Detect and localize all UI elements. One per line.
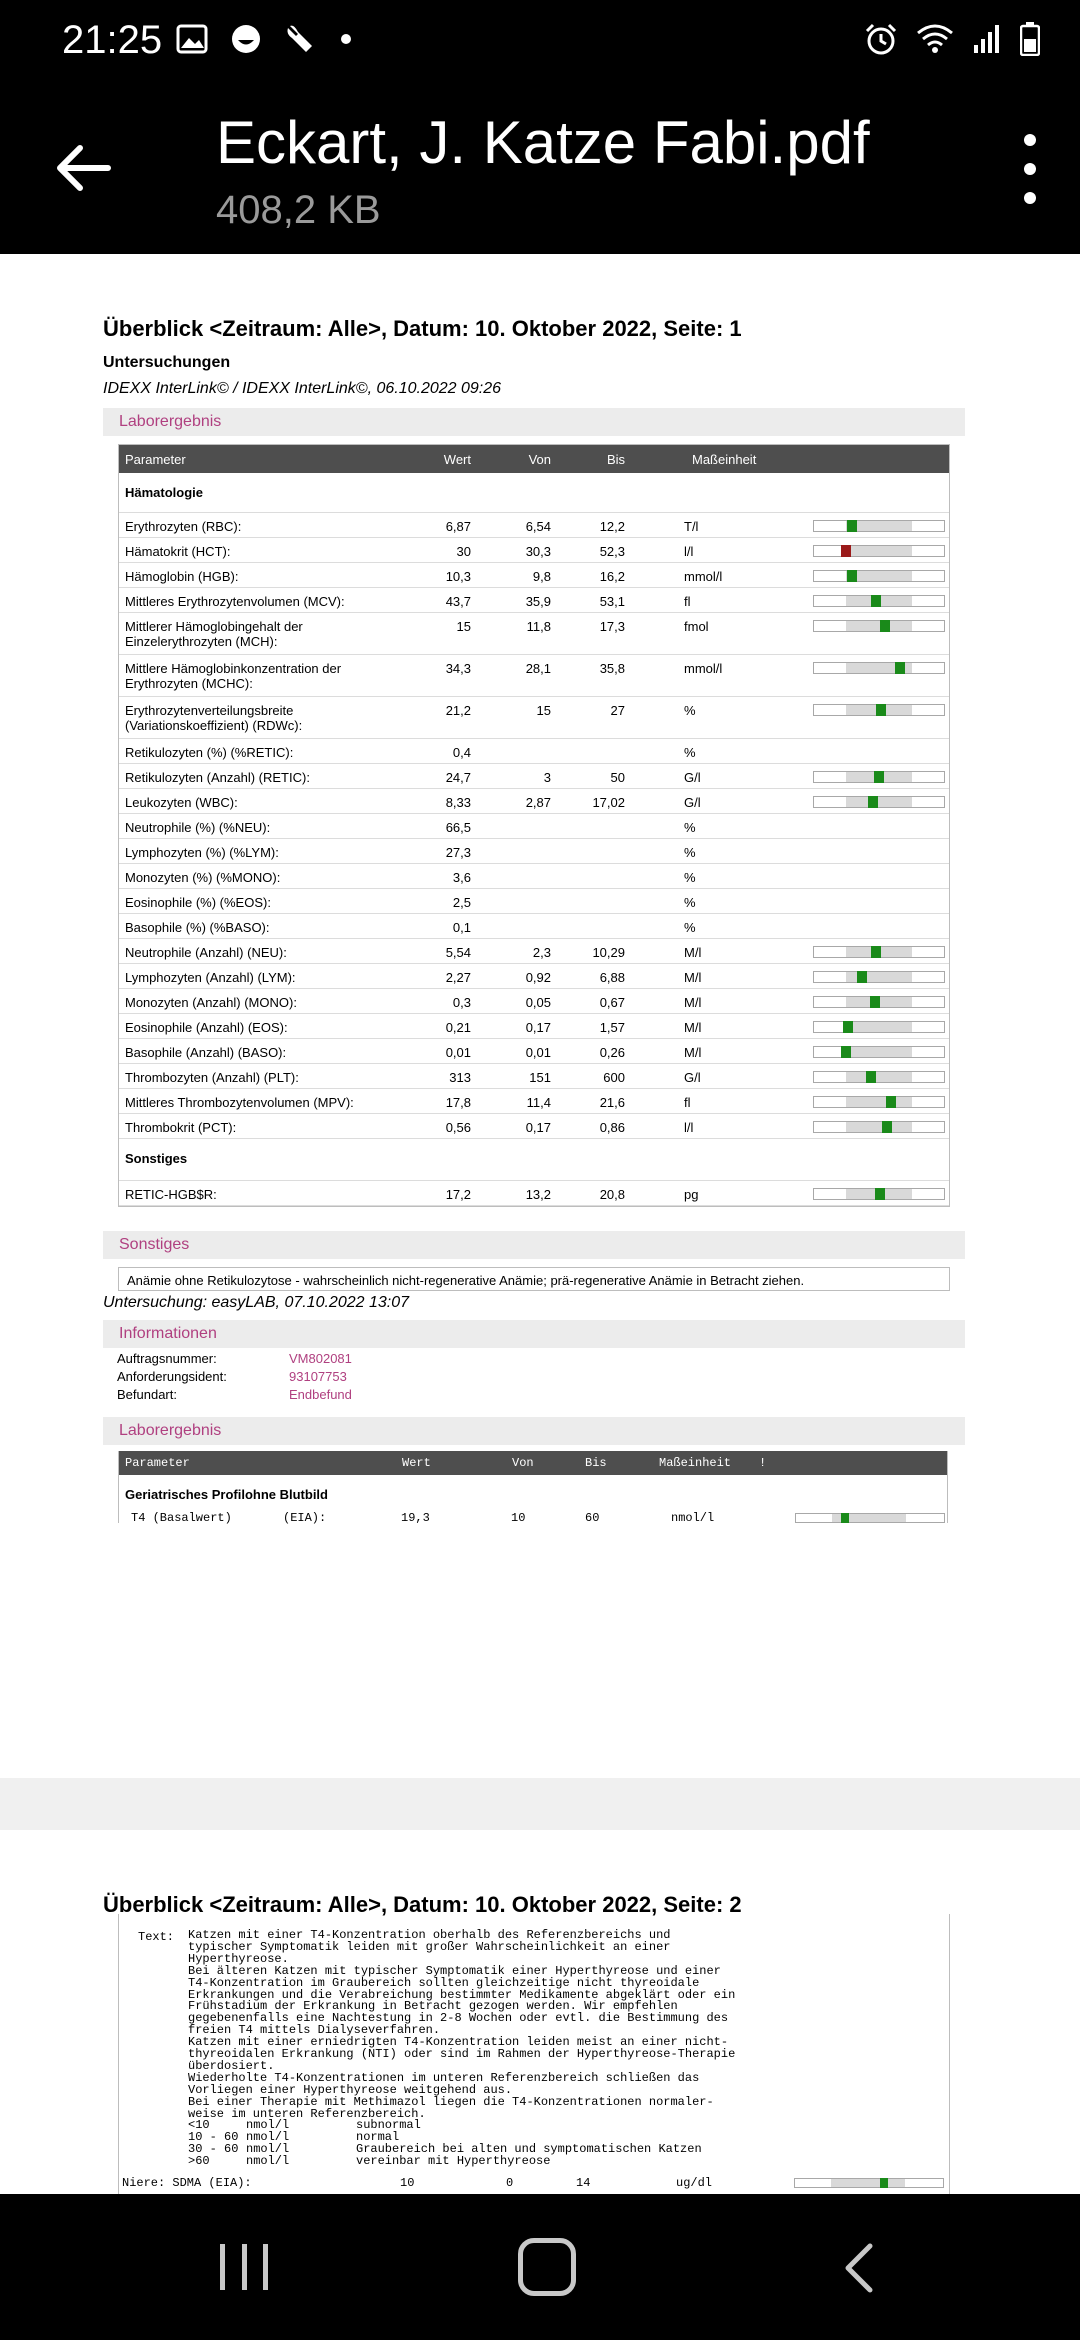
note-text: Anämie ohne Retikulozytose - wahrscheinlich nicht-regenerative Anämie; prä-regenerative Anämie in Betracht ziehen. [127, 1273, 805, 1288]
row-wert: 17,8 [445, 1095, 471, 1110]
row-bis: 17,02 [592, 795, 625, 810]
info-value: Endbefund [289, 1387, 352, 1402]
text-line: Bei einer Therapie mit Methimazol liegen die T4-Konzentrationen normaler- [188, 2094, 714, 2109]
text-line: T4-Konzentration im Graubereich sollten gleichzeitige nicht thyreoidale [188, 1975, 700, 1990]
table-row [119, 513, 949, 538]
section-label: Sonstiges [119, 1236, 190, 1253]
row-wert: 0,56 [445, 1120, 471, 1135]
row-bis: 0,26 [599, 1045, 625, 1060]
row-von: 15 [536, 703, 551, 718]
range-bar [813, 1188, 945, 1200]
range-bar [813, 520, 945, 532]
row-bis: 10,29 [592, 945, 625, 960]
row-name: Erythrozyten (RBC): [125, 519, 242, 534]
table-row [122, 2176, 948, 2190]
row-unit: T/l [684, 519, 699, 534]
range-marker [871, 595, 881, 607]
interpretation-text [188, 1930, 735, 2121]
signal-icon [972, 23, 1002, 55]
range-bar [813, 1096, 945, 1108]
range-bar [795, 1513, 945, 1523]
row-wert: 19,3 [401, 1511, 430, 1525]
range-range: 10 - 60 [188, 2129, 239, 2144]
info-value: VM802081 [289, 1351, 352, 1366]
range-marker [876, 704, 886, 716]
lab-table-2 [118, 1451, 948, 1523]
row-name: Monozyten (Anzahl) (MONO): [125, 995, 297, 1010]
row-unit: % [684, 920, 696, 935]
table-body [119, 513, 949, 1139]
range-bar [794, 2178, 944, 2188]
header-einheit: Maßeinheit [659, 1456, 732, 1470]
row-von: 0,05 [525, 995, 551, 1010]
row-wert: 3,6 [452, 870, 471, 885]
row-wert: 24,7 [445, 770, 471, 785]
row-bis: 16,2 [599, 569, 625, 584]
text-line: Hyperthyreose. [188, 1951, 289, 1966]
row-bis: 35,8 [599, 661, 625, 676]
row-unit: fmol [684, 619, 709, 634]
row-unit: mmol/l [684, 569, 723, 584]
text-line: freien T4 mittels Dialyseverfahren. [188, 2023, 441, 2038]
table-row [119, 1039, 949, 1064]
range-marker [868, 796, 878, 808]
row-von: 0,92 [525, 970, 551, 985]
table-row [119, 839, 949, 864]
table-row [119, 538, 949, 563]
range-marker [880, 2178, 888, 2188]
group-label: Sonstiges [125, 1151, 188, 1166]
row-bis: 6,88 [599, 970, 625, 985]
range-marker [874, 771, 884, 783]
system-icons [864, 22, 1040, 56]
row-bis: 21,6 [599, 1095, 625, 1110]
header-von: Von [512, 1456, 534, 1470]
row-name: Hämatokrit (HCT): [125, 544, 231, 559]
info-key: Befundart: [117, 1387, 177, 1402]
row-name: Retikulozyten (Anzahl) (RETIC): [125, 770, 310, 785]
range-marker [841, 545, 851, 557]
row-unit: fl [684, 594, 691, 609]
range-desc: subnormal [356, 2118, 421, 2132]
alarm-icon [864, 22, 898, 56]
row-von: 9,8 [532, 569, 551, 584]
range-marker [871, 946, 881, 958]
row-name: Mittleres Erythrozytenvolumen (MCV): [125, 594, 345, 609]
range-bar [813, 545, 945, 557]
table-row [119, 989, 949, 1014]
row-unit: % [684, 895, 696, 910]
row-wert: 30 [456, 544, 471, 559]
table-header [119, 1451, 947, 1475]
back-icon[interactable] [830, 2238, 890, 2298]
table-body [119, 1181, 949, 1206]
app-bar [0, 84, 1080, 254]
row-wert: 2,5 [452, 895, 471, 910]
table-header [119, 445, 949, 473]
row-unit: ug/dl [676, 2176, 713, 2190]
row-bis: 60 [585, 1511, 600, 1525]
row-von: 0 [506, 2176, 514, 2190]
text-line: Bei älteren Katzen mit typischer Symptomatik einer Hyperthyreose und einer [188, 1963, 721, 1978]
range-bar [813, 946, 945, 958]
row-name: Monozyten (%) (%MONO): [125, 870, 281, 885]
range-marker [895, 662, 905, 674]
row-name: Erythrozytenverteilungsbreite (Variationskoeffizient) (RDWc): [125, 703, 303, 733]
range-bar [813, 1046, 945, 1058]
table-row [119, 764, 949, 789]
row-name: Basophile (%) (%BASO): [125, 920, 270, 935]
navigation-bar [0, 2194, 1080, 2340]
row-name: Lymphozyten (Anzahl) (LYM): [125, 970, 296, 985]
text-label: Text: [138, 1930, 175, 1944]
notification-icons [176, 22, 352, 56]
group-header [119, 473, 949, 513]
table-row [119, 1114, 949, 1139]
row-von: 30,3 [525, 544, 551, 559]
info-value: 93107753 [289, 1369, 347, 1384]
row-unit: l/l [684, 544, 694, 559]
table-row [119, 1181, 949, 1206]
row-wert: 43,7 [445, 594, 471, 609]
row-von: 0,17 [525, 1120, 551, 1135]
row-unit: mmol/l [684, 661, 723, 676]
row-von: 151 [529, 1070, 551, 1085]
text-line: Katzen mit einer T4-Konzentration oberhalb des Referenzbereichs und [188, 1928, 671, 1942]
more-options-icon[interactable] [1010, 134, 1050, 204]
row-name: Eosinophile (Anzahl) (EOS): [125, 1020, 288, 1035]
text-line: Vorliegen einer Hyperthyreose weitgehend aus. [188, 2082, 513, 2097]
text-line: weise im unteren Referenzbereich. [188, 2106, 426, 2121]
table-row [119, 914, 949, 939]
text-line: thyreoidalen Erkrankung (NTI) oder sind im Rahmen der Hyperthyreose-Therapie [188, 2047, 736, 2062]
row-von: 2,87 [525, 795, 551, 810]
table-row [119, 789, 949, 814]
group-label: Geriatrisches Profilohne Blutbild [125, 1487, 328, 1502]
range-marker [870, 996, 880, 1008]
wrench-icon [284, 22, 318, 56]
row-unit: M/l [684, 995, 702, 1010]
range-bar [813, 595, 945, 607]
image-icon [176, 24, 208, 54]
text-line: Katzen mit einer erniedrigten T4-Konzentration leiden meist an einer nicht- [188, 2035, 729, 2050]
header-wert: Wert [443, 452, 471, 467]
range-marker [880, 620, 890, 632]
row-von: 13,2 [525, 1187, 551, 1202]
info-key: Anforderungsident: [117, 1369, 227, 1384]
document-title: Eckart, J. Katze Fabi.pdf [216, 109, 870, 176]
row-wert: 21,2 [445, 703, 471, 718]
row-von: 11,4 [526, 1095, 551, 1110]
section-header [103, 408, 965, 436]
row-name: Thrombozyten (Anzahl) (PLT): [125, 1070, 299, 1085]
row-unit: nmol/l [671, 1511, 715, 1525]
row-von: 28,1 [525, 661, 551, 676]
range-marker [847, 520, 857, 532]
range-marker [843, 1021, 853, 1033]
row-unit: G/l [684, 795, 701, 810]
status-time: 21:25 [62, 18, 163, 62]
home-icon[interactable] [518, 2238, 576, 2296]
header-flag: ! [759, 1456, 767, 1470]
section-label: Laborergebnis [119, 413, 222, 430]
row-wert: 27,3 [445, 845, 471, 860]
row-unit: % [684, 703, 696, 718]
row-name: Lymphozyten (%) (%LYM): [125, 845, 279, 860]
row-wert: 0,3 [452, 995, 471, 1010]
table-row [119, 739, 949, 764]
text-line: typischer Symptomatik leiden mit großer Wahrscheinlichkeit an einer [188, 1939, 671, 1954]
row-wert: 0,01 [445, 1045, 471, 1060]
header-von: Von [528, 452, 551, 467]
row-name: Mittlerer Hämoglobingehalt der Einzelerythrozyten (MCH): [125, 619, 303, 649]
range-marker [882, 1121, 892, 1133]
table-row [119, 964, 949, 989]
header-bis: Bis [585, 1456, 607, 1470]
group-label: Hämatologie [125, 485, 204, 500]
row-bis: 52,3 [599, 544, 625, 559]
section-label: Laborergebnis [119, 1422, 222, 1439]
row-bis: 0,86 [599, 1120, 625, 1135]
row-name: Eosinophile (%) (%EOS): [125, 895, 271, 910]
row-unit: pg [684, 1187, 699, 1202]
range-bar [813, 771, 945, 783]
document-size: 408,2 KB [216, 188, 381, 232]
text-line: Erkrankungen und die Verabreichung bestimmter Medikamente abgeklärt oder ein [188, 1987, 736, 2002]
row-unit: fl [684, 1095, 691, 1110]
row-name: RETIC-HGB$R: [125, 1187, 217, 1202]
row-name: Retikulozyten (%) (%RETIC): [125, 745, 294, 760]
range-desc: Graubereich bei alten und symptomatischen Katzen [356, 2141, 702, 2156]
header-bis: Bis [606, 452, 625, 467]
section-header [103, 1320, 965, 1348]
table-row [119, 1064, 949, 1089]
page-heading: Überblick <Zeitraum: Alle>, Datum: 10. Oktober 2022, Seite: 1 [103, 316, 742, 341]
row-name: Neutrophile (Anzahl) (NEU): [125, 945, 287, 960]
range-line [188, 2120, 888, 2132]
range-bar [813, 996, 945, 1008]
row-bis: 17,3 [599, 619, 625, 634]
row-unit: % [684, 745, 696, 760]
row-von: 0,17 [525, 1020, 551, 1035]
untersuchung-line: Untersuchung: easyLAB, 07.10.2022 13:07 [103, 1294, 409, 1311]
range-unit: nmol/l [246, 2141, 290, 2156]
table-row [119, 889, 949, 914]
recents-icon[interactable] [220, 2244, 268, 2290]
group-header [119, 1139, 949, 1181]
battery-icon [1020, 22, 1040, 56]
row-name: Thrombokrit (PCT): [125, 1120, 237, 1135]
row-wert: 10,3 [445, 569, 471, 584]
row-von: 3 [543, 770, 551, 785]
row-unit: G/l [684, 770, 701, 785]
row-bis: 20,8 [599, 1187, 625, 1202]
row-von: 35,9 [525, 594, 551, 609]
range-bar [813, 1021, 945, 1033]
row-von: 11,8 [526, 619, 551, 634]
range-marker [857, 971, 867, 983]
info-key: Auftragsnummer: [117, 1351, 217, 1366]
row-wert: 6,87 [445, 519, 471, 534]
row-wert: 10 [400, 2176, 415, 2190]
header-einheit: Maßeinheit [692, 452, 757, 467]
row-unit: G/l [684, 1070, 701, 1085]
header-parameter: Parameter [125, 1456, 190, 1470]
text-line: überdosiert. [188, 2058, 275, 2073]
row-bis: 50 [610, 770, 625, 785]
section-header [103, 1231, 965, 1259]
back-arrow-icon[interactable] [52, 136, 116, 200]
range-bar [813, 662, 945, 674]
row-unit: % [684, 870, 696, 885]
row-bis: 14 [576, 2176, 591, 2190]
row-unit: l/l [684, 1120, 694, 1135]
row-wert: 17,2 [445, 1187, 471, 1202]
range-unit: nmol/l [246, 2118, 290, 2132]
range-marker [875, 1188, 885, 1200]
table-row [119, 613, 949, 655]
table-row [119, 655, 949, 697]
pdf-viewer[interactable] [0, 254, 1080, 2194]
table-row [119, 939, 949, 964]
range-unit: nmol/l [246, 2153, 290, 2168]
row-bis: 53,1 [599, 594, 625, 609]
text-line: Frühstadium der Erkrankung in Betracht gezogen werden. Wir empfehlen [188, 1999, 678, 2014]
range-unit: nmol/l [246, 2129, 290, 2144]
row-name: Mittlere Hämoglobinkonzentration der Erythrozyten (MCHC): [125, 661, 342, 691]
text-line: Wiederholte T4-Konzentrationen im unteren Referenzbereich schließen das [188, 2070, 700, 2085]
row-bis: 12,2 [599, 519, 625, 534]
row-von: 2,3 [532, 945, 551, 960]
table-row [119, 1089, 949, 1114]
table-row [119, 563, 949, 588]
section-header [103, 1417, 965, 1445]
row-wert: 313 [449, 1070, 471, 1085]
row-bis: 0,67 [599, 995, 625, 1010]
row-unit: M/l [684, 1020, 702, 1035]
source-line: IDEXX InterLink© / IDEXX InterLink©, 06.10.2022 09:26 [103, 380, 502, 397]
range-marker [866, 1071, 876, 1083]
section-subtitle: Untersuchungen [103, 354, 231, 371]
range-line [188, 2153, 888, 2168]
range-bar [813, 971, 945, 983]
range-bar [813, 570, 945, 582]
table-row [119, 1014, 949, 1039]
row-wert: 66,5 [445, 820, 471, 835]
range-marker [847, 570, 857, 582]
row-wert: 0,4 [452, 745, 471, 760]
range-desc: normal [356, 2129, 400, 2144]
range-bar [813, 620, 945, 632]
range-marker [886, 1096, 896, 1108]
row-von: 10 [511, 1511, 526, 1525]
range-desc: vereinbar mit Hyperthyreose [356, 2153, 551, 2168]
row-name: Leukozyten (WBC): [125, 795, 238, 810]
range-bar [813, 1121, 945, 1133]
row-name: Mittleres Thrombozytenvolumen (MPV): [125, 1095, 354, 1110]
text-line: gegebenenfalls eine Nachtestung in 2-8 Wochen oder evtl. die Bestimmung des [188, 2011, 729, 2026]
range-range: 30 - 60 [188, 2141, 239, 2156]
row-wert: 34,3 [445, 661, 471, 676]
row-method: (EIA): [283, 1511, 327, 1525]
row-wert: 0,1 [452, 920, 471, 935]
range-marker [841, 1513, 849, 1523]
wifi-icon [916, 23, 954, 55]
row-wert: 2,27 [445, 970, 471, 985]
range-bar [813, 796, 945, 808]
row-bis: 27 [610, 703, 625, 718]
row-unit: % [684, 845, 696, 860]
row-unit: % [684, 820, 696, 835]
row-von: 0,01 [525, 1045, 551, 1060]
face-icon [230, 23, 262, 55]
row-wert: 5,54 [445, 945, 471, 960]
header-parameter: Parameter [125, 452, 186, 467]
row-wert: 8,33 [445, 795, 471, 810]
status-bar [0, 0, 1080, 84]
header-wert: Wert [402, 1456, 431, 1470]
row-bis: 1,57 [599, 1020, 625, 1035]
row-name: Basophile (Anzahl) (BASO): [125, 1045, 287, 1060]
table-row [119, 814, 949, 839]
row-name: Hämoglobin (HGB): [125, 569, 239, 584]
row-unit: M/l [684, 970, 702, 985]
table-row [119, 588, 949, 613]
row-name: T4 (Basalwert) [131, 1511, 232, 1525]
dot-icon [340, 33, 352, 45]
row-wert: 15 [456, 619, 471, 634]
range-bar [813, 704, 945, 716]
range-marker [841, 1046, 851, 1058]
row-wert: 0,21 [445, 1020, 471, 1035]
reference-ranges [188, 2120, 888, 2168]
range-bar [813, 1071, 945, 1083]
table-row [131, 1511, 945, 1525]
table-row [119, 864, 949, 889]
section-label: Informationen [119, 1325, 217, 1342]
page-separator [0, 1778, 1080, 1830]
row-bis: 600 [603, 1070, 625, 1085]
note-box [118, 1267, 950, 1291]
lab-table [118, 444, 950, 1207]
row-von: 6,54 [525, 519, 551, 534]
range-range: >60 [188, 2153, 210, 2168]
table-row [119, 697, 949, 739]
range-range: <10 [188, 2118, 210, 2132]
row-name: Neutrophile (%) (%NEU): [125, 820, 271, 835]
row-unit: M/l [684, 1045, 702, 1060]
page-heading: Überblick <Zeitraum: Alle>, Datum: 10. Oktober 2022, Seite: 2 [103, 1892, 742, 1917]
row-unit: M/l [684, 945, 702, 960]
row-name: Niere: SDMA (EIA): [122, 2176, 252, 2190]
